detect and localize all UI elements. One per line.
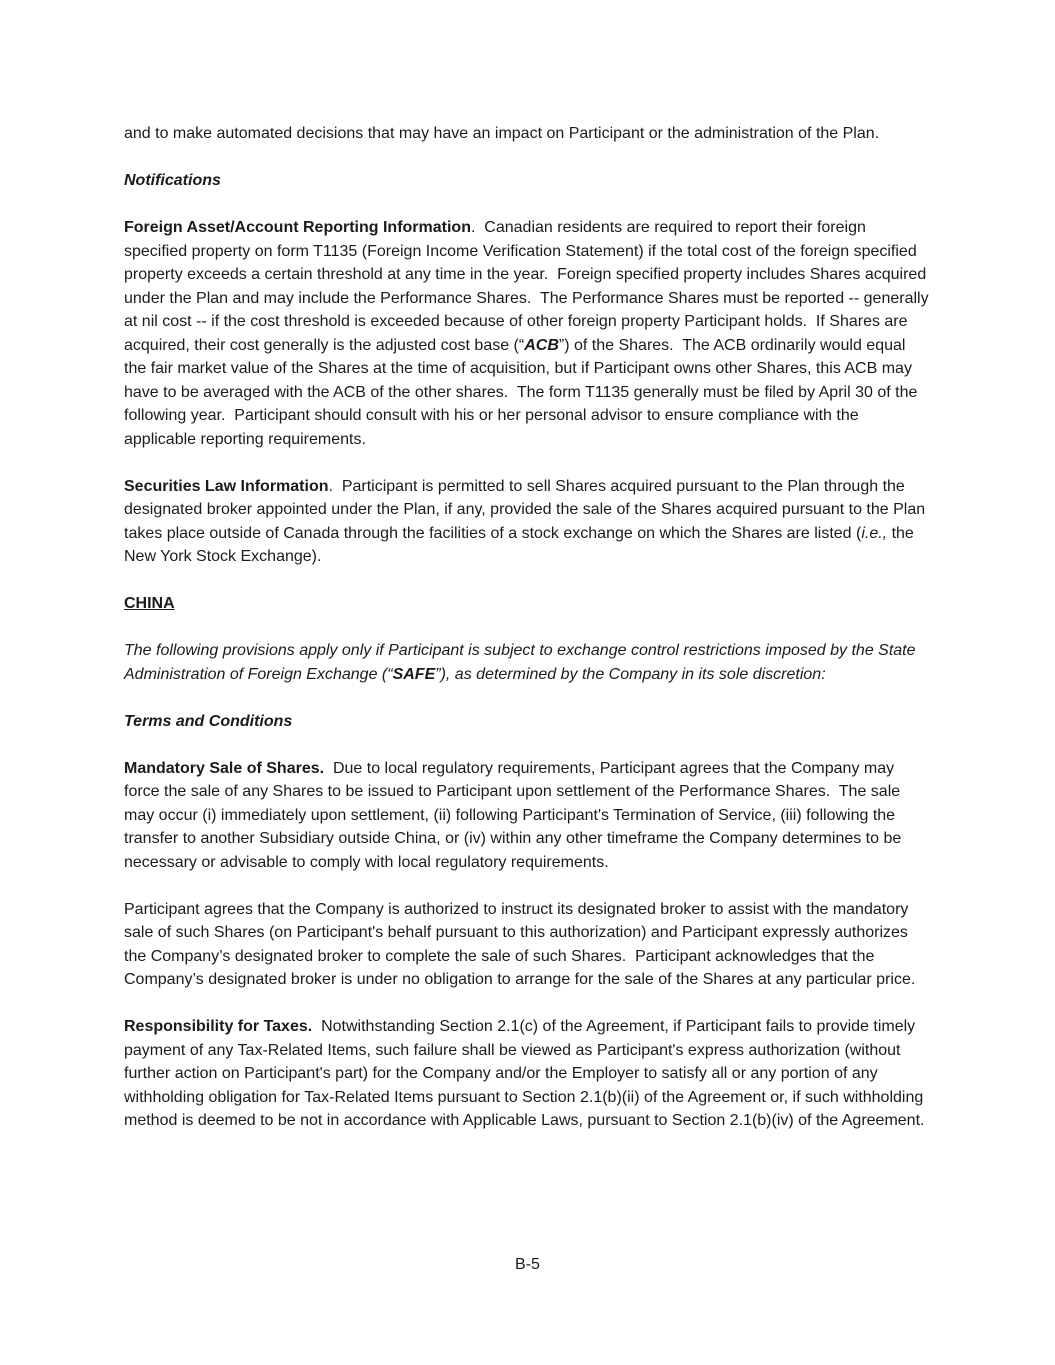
safe-provision-body-1: The following provisions apply only if Participant is subject to exchange control restrictions imposed by the State Administration of Foreign Exchange (“ — [124, 642, 920, 683]
securities-law-body-2: the New York Stock Exchange). — [124, 524, 919, 565]
responsibility-taxes-body: Notwithstanding Section 2.1(c) of the Agreement, if Participant fails to provide timely payment of any Tax-Related Items, such failure shall be viewed as Participant's express authorization (without further action on Participant's part) for the Company and/or the Employer to satisfy all or any portion of any withholding obligation for Tax-Related Items pursuant to Section 2.1(b)(ii) of the Agreement or, if such withholding method is deemed to be not in accordance with Applicable Laws, pursuant to Section 2.1(b)(iv) of the Agreement. — [124, 1018, 928, 1129]
securities-law-body-1: . Participant is permitted to sell Shares acquired pursuant to the Plan through the designated broker appointed under the Plan, if any, provided the sale of the Shares acquired pursuant to the Plan takes place outside of Canada through the facilities of a stock exchange on which the Shares are listed ( — [124, 477, 930, 542]
paragraph-securities-law — [124, 475, 931, 569]
paragraph-mandatory-sale — [124, 757, 931, 875]
foreign-asset-body-1: . Canadian residents are required to report their foreign specified property on form T1135 (Foreign Income Verification Statement) if the total cost of the foreign specified property exceeds a certain threshold at any time in the year. Foreign specified property includes Shares acquired under the Plan and may include the Performance Shares. The Performance Shares must be reported -- generally at nil cost -- if the cost threshold is exceeded because of other foreign property Participant holds. If Shares are acquired, their cost generally is the adjusted cost base (“ — [124, 219, 934, 354]
ie-abbreviation: i.e., — [861, 524, 888, 542]
page-number: B-5 — [515, 1256, 540, 1273]
safe-term: SAFE — [392, 665, 436, 683]
acb-term: ACB — [524, 336, 559, 354]
securities-law-lead: Securities Law Information — [124, 477, 329, 495]
safe-provision-body-2: ”), as determined by the Company in its sole discretion: — [435, 665, 826, 683]
heading-china — [124, 592, 931, 616]
broker-authorization-text: Participant agrees that the Company is authorized to instruct its designated broker to assist with the mandatory sale of such Shares (on Participant's behalf pursuant to this authorization) and Participant expressly authorizes the Company’s designated broker to complete the sale of such Shares. Participant acknowledges that the Company’s designated broker is under no obligation to arrange for the sale of the Shares at any particular price. — [124, 900, 916, 988]
mandatory-sale-lead: Mandatory Sale of Shares. — [124, 759, 325, 777]
foreign-asset-lead: Foreign Asset/Account Reporting Information — [124, 219, 471, 236]
paragraph-responsibility-for-taxes — [124, 1015, 931, 1133]
intro-text: and to make automated decisions that may have an impact on Participant or the administration of the Plan. — [124, 125, 880, 142]
responsibility-taxes-lead: Responsibility for Taxes. — [124, 1018, 313, 1035]
mandatory-sale-body: Due to local regulatory requirements, Participant agrees that the Company may force the sale of any Shares to be issued to Participant upon settlement of the Performance Shares. The sale may occur (i) immediately upon settlement, (ii) following Participant's Termination of Service, (iii) following the transfer to another Subsidiary outside China, or (iv) within any other timeframe the Company determines to be necessary or advisable to comply with local regulatory requirements. — [124, 759, 906, 871]
page-footer — [0, 1253, 1055, 1277]
notifications-heading-text: Notifications — [124, 172, 221, 189]
heading-notifications — [124, 169, 931, 193]
paragraph-foreign-asset-reporting — [124, 216, 934, 451]
china-heading-text: CHINA — [124, 595, 175, 612]
terms-heading-text: Terms and Conditions — [124, 712, 293, 730]
paragraph-intro — [124, 122, 931, 146]
foreign-asset-body-2: ”) of the Shares. The ACB ordinarily would equal the fair market value of the Shares at the time of acquisition, but if Participant owns other Shares, this ACB may have to be averaged with the ACB of the other shares. The form T1135 generally must be filed by April 30 of the following year. Participant should consult with his or her personal advisor to ensure compliance with the applicable reporting requirements. — [124, 336, 922, 448]
paragraph-broker-authorization — [124, 898, 931, 992]
paragraph-safe-provision — [124, 639, 931, 686]
heading-terms-and-conditions — [124, 710, 931, 734]
